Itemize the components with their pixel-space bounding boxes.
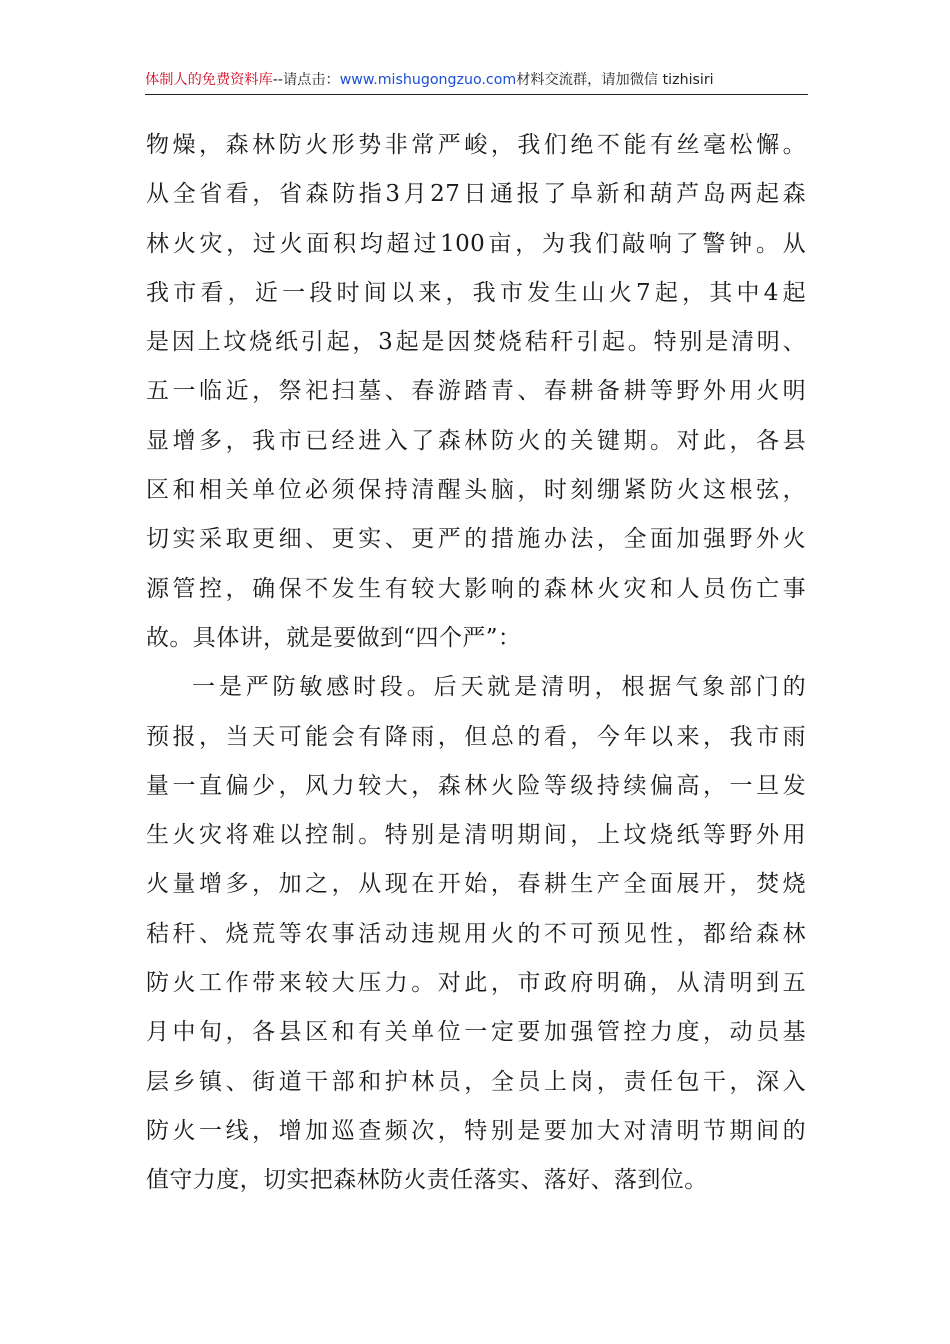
header-brand: 体制人的免费资料库 <box>145 72 273 88</box>
page-header <box>145 66 808 95</box>
header-url-link[interactable]: www.mishugongzuo.com <box>339 72 517 88</box>
text-line: 是因上坟烧纸引起，3起是因焚烧秸秆引起。特别是清明、 <box>146 329 806 356</box>
document-body <box>146 121 806 1206</box>
text-line: 值守力度，切实把森林防火责任落实、落好、落到位。 <box>146 1167 708 1194</box>
text-line: 从全省看，省森防指3月27日通报了阜新和葫芦岛两起森 <box>146 181 806 208</box>
text-line: 火量增多，加之，从现在开始，春耕生产全面展开，焚烧 <box>146 871 806 898</box>
text-line: 量一直偏少，风力较大，森林火险等级持续偏高，一旦发 <box>146 772 806 799</box>
text-line: 层乡镇、街道干部和护林员，全员上岗，责任包干，深入 <box>146 1068 806 1095</box>
text-line: 预报，当天可能会有降雨，但总的看，今年以来，我市雨 <box>146 723 806 750</box>
text-line: 显增多，我市已经进入了森林防火的关键期。对此，各县 <box>146 427 806 454</box>
text-line: 防火工作带来较大压力。对此，市政府明确，从清明到五 <box>146 970 806 997</box>
text-line: 切实采取更细、更实、更严的措施办法，全面加强野外火 <box>146 526 806 553</box>
text-line: 生火灾将难以控制。特别是清明期间，上坟烧纸等野外用 <box>146 822 806 849</box>
text-line: 五一临近，祭祀扫墓、春游踏青、春耕备耕等野外用火明 <box>146 378 806 405</box>
header-suffix: 材料交流群，请加微信 tizhisiri <box>516 72 714 88</box>
text-line: 物燥，森林防火形势非常严峻，我们绝不能有丝毫松懈。 <box>146 132 806 158</box>
text-line: 一是严防敏感时段。后天就是清明，根据气象部门的 <box>192 674 806 701</box>
text-line: 源管控，确保不发生有较大影响的森林火灾和人员伤亡事 <box>146 575 806 602</box>
paragraph-2 <box>146 663 806 1205</box>
text-line: 林火灾，过火面积均超过100亩，为我们敲响了警钟。从 <box>146 230 806 257</box>
paragraph-1 <box>146 121 806 663</box>
text-line: 区和相关单位必须保持清醒头脑，时刻绷紧防火这根弦， <box>146 477 806 504</box>
header-prompt: --请点击： <box>272 72 340 88</box>
text-line: 我市看，近一段时间以来，我市发生山火7起，其中4起 <box>146 279 806 306</box>
text-line: 秸秆、烧荒等农事活动违规用火的不可预见性，都给森林 <box>146 920 806 947</box>
text-line: 月中旬，各县区和有关单位一定要加强管控力度，动员基 <box>146 1019 806 1046</box>
text-line: 故。具体讲，就是要做到“四个严”： <box>146 624 522 651</box>
text-line: 防火一线，增加巡查频次，特别是要加大对清明节期间的 <box>146 1117 806 1144</box>
